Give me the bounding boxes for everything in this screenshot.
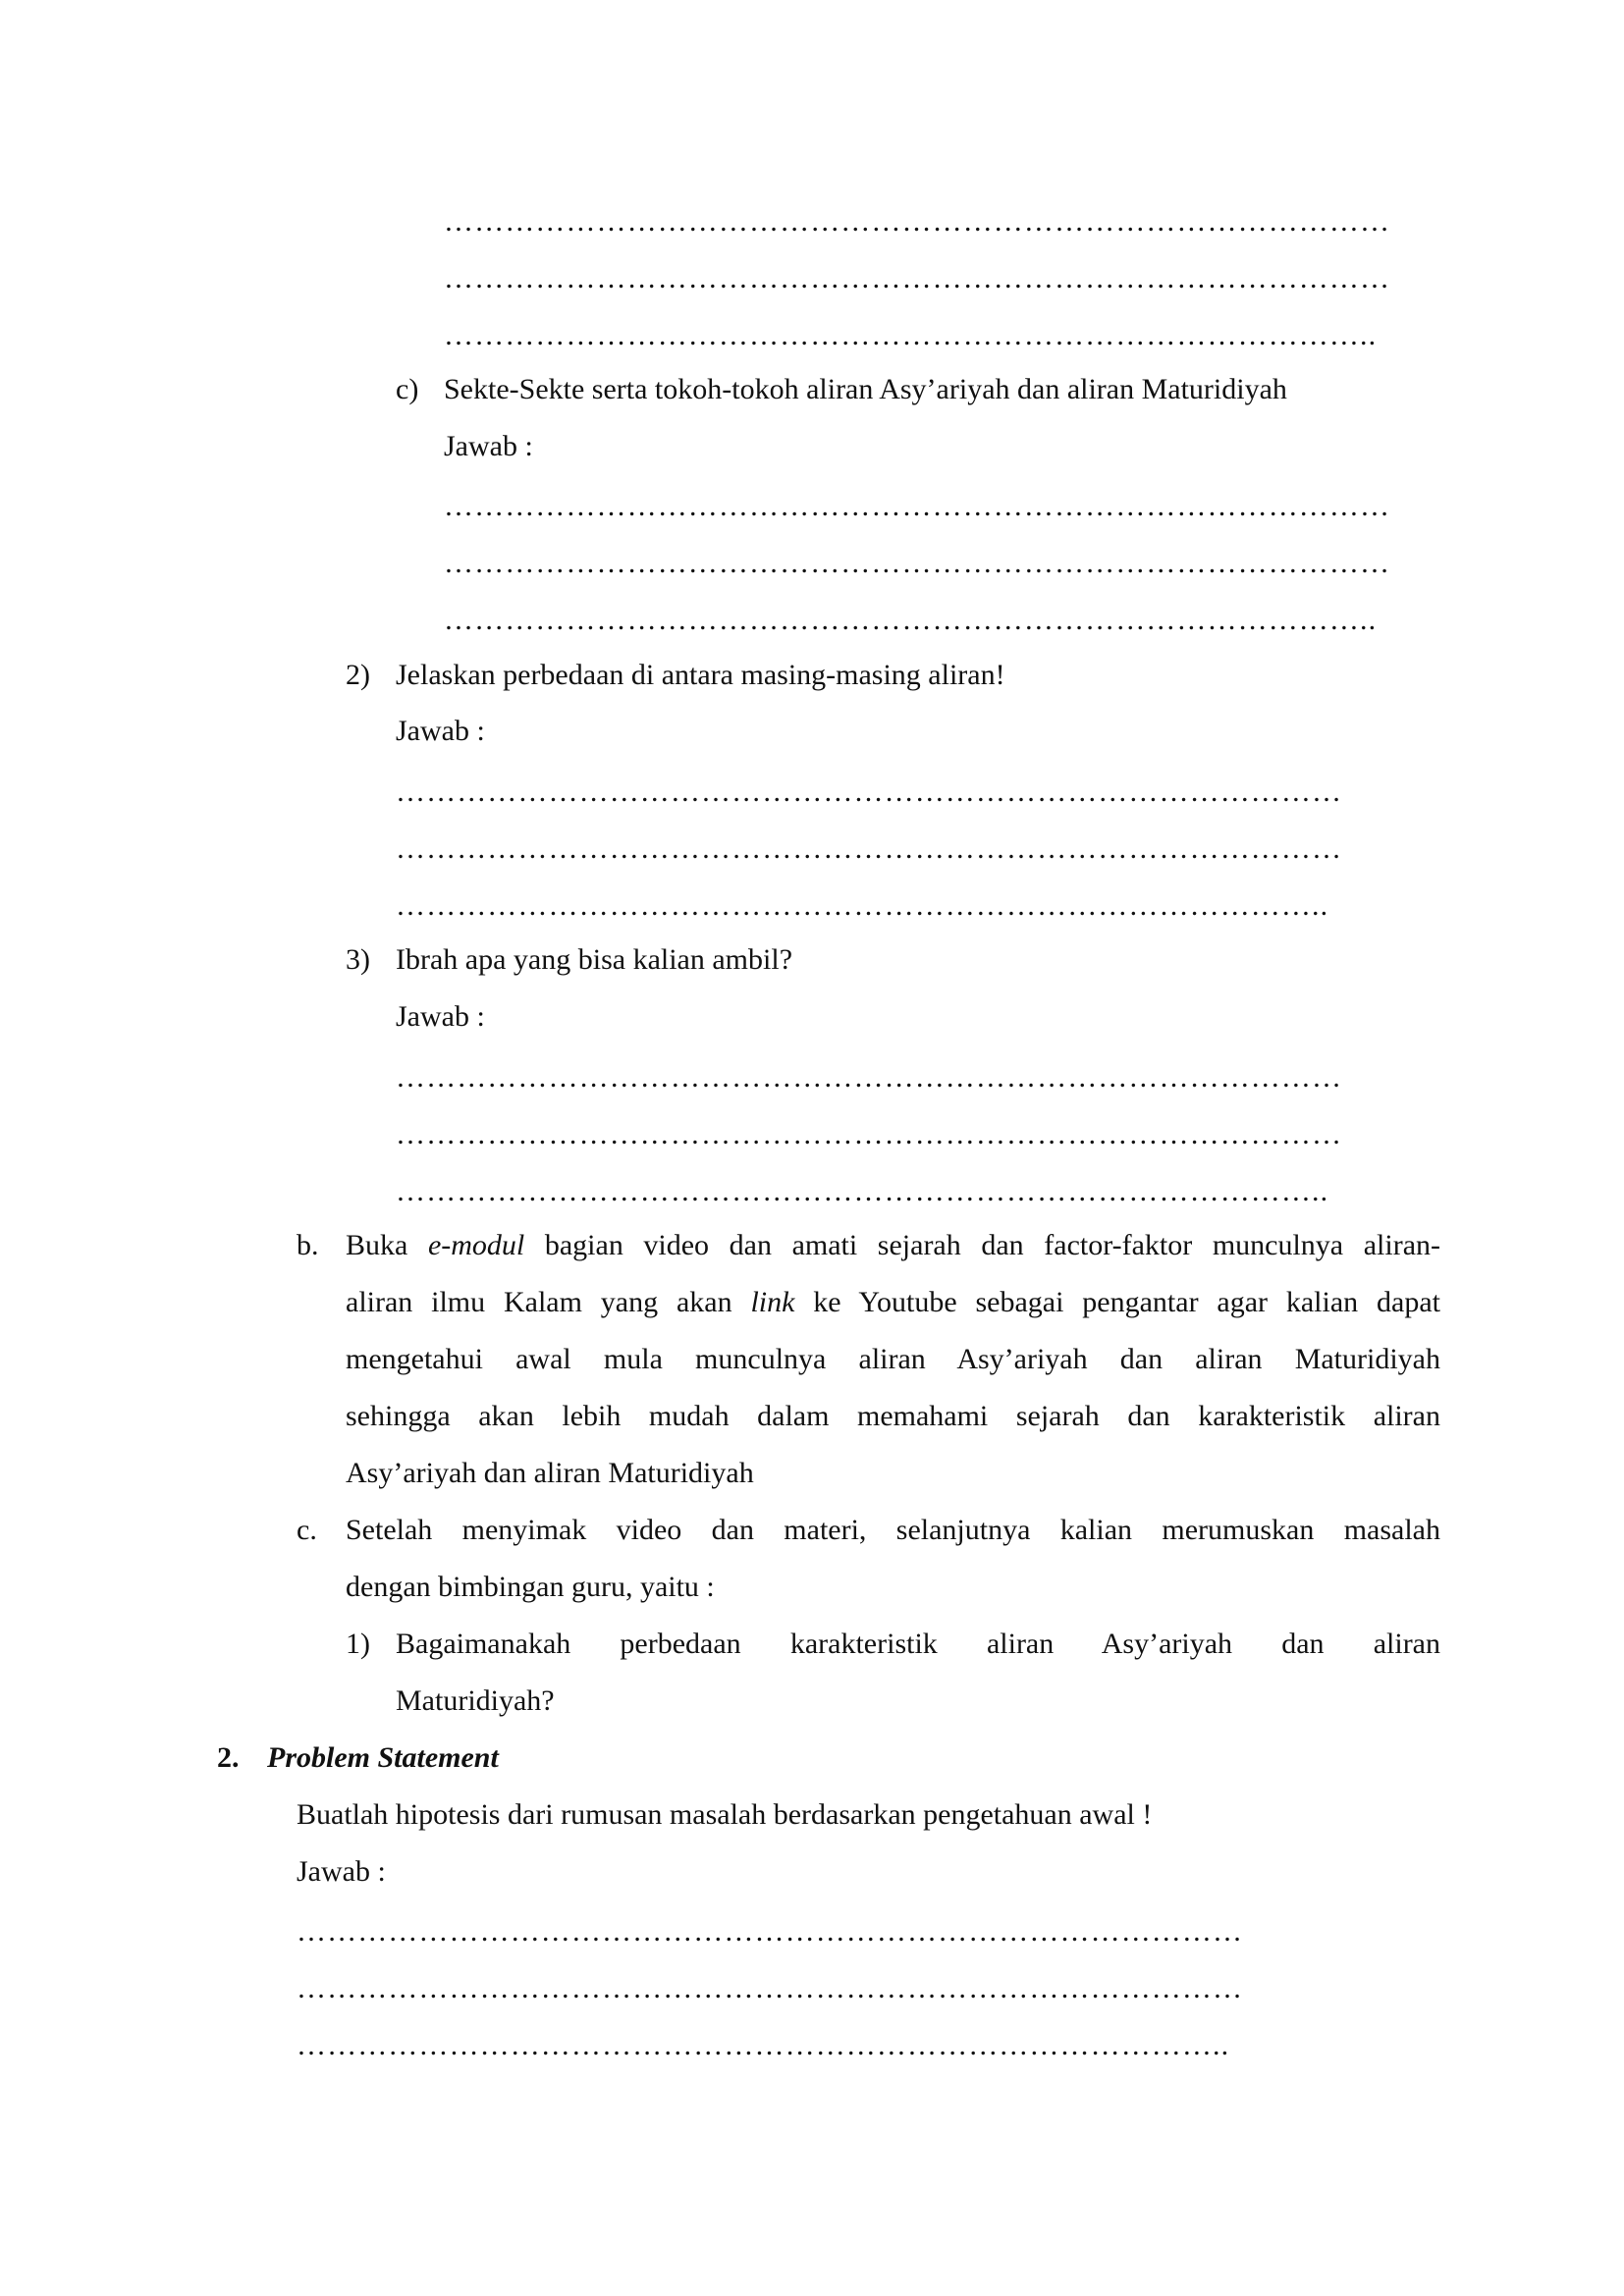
jawab-label: Jawab : (297, 1855, 386, 1888)
list-marker: c) (396, 373, 419, 405)
question-text: Bagaimanakah perbedaan karakteristik aliran Asy’ariyah dan aliran (396, 1628, 1440, 1660)
emphasis-link: link (750, 1286, 795, 1318)
question-text: Jelaskan perbedaan di antara masing-masing aliran! (396, 659, 1005, 691)
answer-line: ……………………………………………………………………………….. (396, 1175, 1329, 1207)
answer-line: ………………………………………………………………………………… (396, 775, 1343, 808)
answer-line: ………………………………………………………………………………… (396, 1118, 1343, 1150)
answer-line: ………………………………………………………………………………… (444, 547, 1391, 579)
question-text: Maturidiyah? (396, 1684, 555, 1717)
paragraph-line: Asy’ariyah dan aliran Maturidiyah (346, 1457, 754, 1489)
paragraph-line: dengan bimbingan guru, yaitu : (346, 1571, 715, 1603)
jawab-label: Jawab : (444, 430, 533, 462)
section-title: Problem Statement (267, 1741, 499, 1774)
list-marker: b. (297, 1229, 319, 1261)
answer-line: ………………………………………………………………………………… (297, 1972, 1244, 2004)
list-marker: 3) (346, 943, 370, 976)
paragraph-line: mengetahui awal mula munculnya aliran Asy’ariyah dan aliran Maturidiyah (346, 1343, 1440, 1375)
answer-line: ………………………………………………………………………………… (444, 490, 1391, 522)
paragraph-line: Setelah menyimak video dan materi, selanjutnya kalian merumuskan masalah (346, 1514, 1440, 1546)
answer-line: ………………………………………………………………………………… (444, 205, 1391, 238)
paragraph-line: aliran ilmu Kalam yang akan link ke Youtube sebagai pengantar agar kalian dapat (346, 1286, 1440, 1318)
answer-line: ………………………………………………………………………………… (396, 1061, 1343, 1094)
emphasis-e-modul: e-modul (427, 1229, 525, 1261)
list-marker: 1) (346, 1628, 370, 1660)
list-marker: c. (297, 1514, 317, 1546)
answer-line: ……………………………………………………………………………….. (444, 319, 1378, 351)
question-text: Ibrah apa yang bisa kalian ambil? (396, 943, 793, 976)
question-text: Sekte-Sekte serta tokoh-tokoh aliran Asy’ariyah dan aliran Maturidiyah (444, 373, 1287, 405)
jawab-label: Jawab : (396, 1000, 485, 1033)
answer-line: ………………………………………………………………………………… (396, 832, 1343, 865)
paragraph-line: Buka e-modul bagian video dan amati sejarah dan factor-faktor munculnya aliran- (346, 1229, 1440, 1261)
list-marker: 2) (346, 659, 370, 691)
instruction-text: Buatlah hipotesis dari rumusan masalah berdasarkan pengetahuan awal ! (297, 1798, 1153, 1831)
answer-line: ………………………………………………………………………………… (444, 262, 1391, 294)
answer-line: ……………………………………………………………………………….. (297, 2029, 1230, 2061)
paragraph-line: sehingga akan lebih mudah dalam memahami sejarah dan karakteristik aliran (346, 1400, 1440, 1432)
answer-line: ……………………………………………………………………………….. (396, 889, 1329, 922)
answer-line: ………………………………………………………………………………… (297, 1915, 1244, 1948)
section-number: 2. (217, 1741, 240, 1774)
jawab-label: Jawab : (396, 715, 485, 747)
answer-line: ……………………………………………………………………………….. (444, 604, 1378, 636)
